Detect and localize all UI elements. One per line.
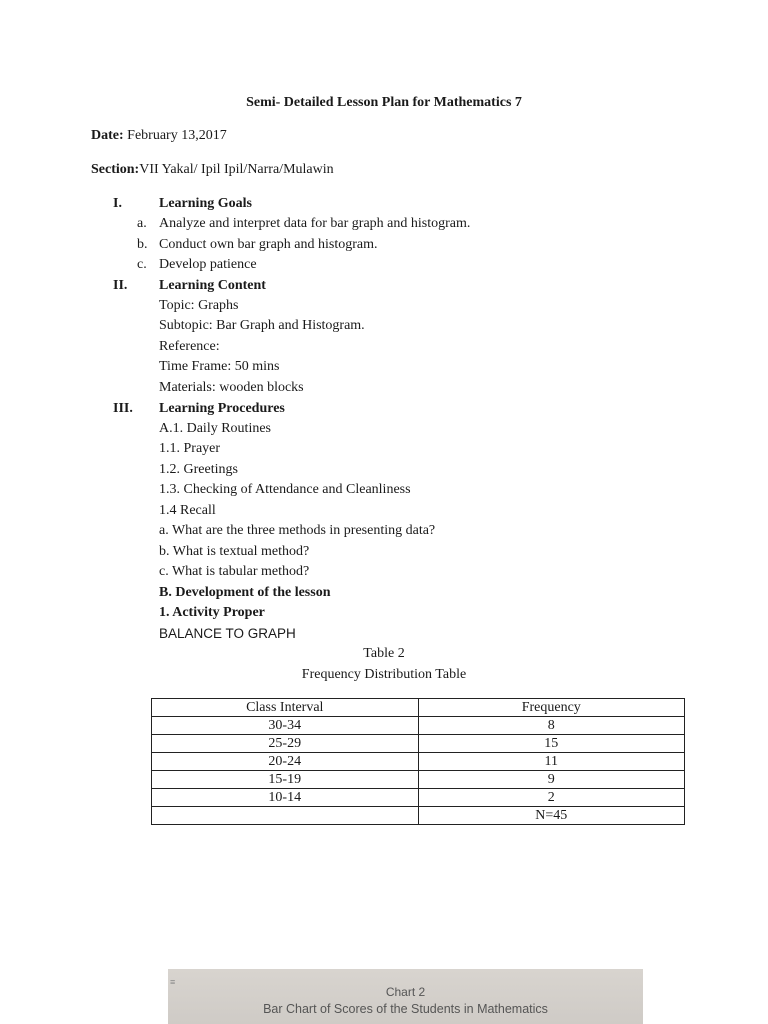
- date-line: [91, 127, 227, 145]
- column-header: Frequency: [418, 699, 685, 717]
- date-label: Date:: [91, 128, 124, 143]
- goal-item: Develop patience: [159, 257, 257, 272]
- procedure-line: 1.4 Recall: [159, 503, 216, 518]
- goal-marker: c.: [137, 257, 147, 272]
- content-numeral: II.: [113, 278, 128, 293]
- content-line: Materials: wooden blocks: [159, 380, 304, 395]
- table-row: [152, 753, 685, 771]
- table-row: [152, 735, 685, 753]
- table-row: [152, 717, 685, 735]
- table-title: Frequency Distribution Table: [301, 667, 467, 682]
- frequency-cell: 11: [418, 753, 685, 771]
- balance-heading: BALANCE TO GRAPH: [159, 626, 296, 641]
- section-label: Section:: [91, 162, 140, 177]
- content-line: Topic: Graphs: [159, 298, 239, 313]
- class-interval-cell: 10-14: [152, 789, 419, 807]
- frequency-cell: 2: [418, 789, 685, 807]
- table-row: [152, 771, 685, 789]
- content-line: Reference:: [159, 339, 220, 354]
- chart-caption: Chart 2: [385, 985, 426, 999]
- content-line: Subtopic: Bar Graph and Histogram.: [159, 318, 365, 333]
- procedure-line: A.1. Daily Routines: [159, 421, 271, 436]
- activity-heading: 1. Activity Proper: [159, 605, 265, 620]
- class-interval-cell: 30-34: [152, 717, 419, 735]
- class-interval-cell: 25-29: [152, 735, 419, 753]
- procedure-line: b. What is textual method?: [159, 544, 310, 559]
- column-header: Class Interval: [152, 699, 419, 717]
- goal-item: Conduct own bar graph and histogram.: [159, 237, 378, 252]
- content-heading: Learning Content: [159, 278, 266, 293]
- procedure-line: 1.2. Greetings: [159, 462, 238, 477]
- frequency-table: [151, 698, 685, 825]
- class-interval-cell: 20-24: [152, 753, 419, 771]
- procedure-line: a. What are the three methods in presenting data?: [159, 523, 436, 538]
- page-title: Semi- Detailed Lesson Plan for Mathematics 7: [246, 95, 522, 110]
- date-value: February 13,2017: [127, 128, 227, 143]
- frequency-cell: 8: [418, 717, 685, 735]
- frequency-cell: 15: [418, 735, 685, 753]
- development-heading: B. Development of the lesson: [159, 585, 331, 600]
- goal-item: Analyze and interpret data for bar graph and histogram.: [159, 216, 471, 231]
- goals-heading: Learning Goals: [159, 196, 252, 211]
- table-total-row: [152, 807, 685, 825]
- goal-marker: b.: [137, 237, 148, 252]
- chart-title: Bar Chart of Scores of the Students in Mathematics: [263, 1002, 548, 1016]
- frequency-cell: 9: [418, 771, 685, 789]
- section-value: VII Yakal/ Ipil Ipil/Narra/Mulawin: [139, 162, 334, 177]
- procedures-numeral: III.: [113, 401, 133, 416]
- class-interval-cell: 15-19: [152, 771, 419, 789]
- procedure-line: 1.3. Checking of Attendance and Cleanliness: [159, 482, 411, 497]
- table-row: [152, 789, 685, 807]
- scan-mark-icon: ≡: [170, 977, 176, 987]
- procedure-line: 1.1. Prayer: [159, 441, 221, 456]
- procedures-heading: Learning Procedures: [159, 401, 285, 416]
- goals-numeral: I.: [113, 196, 122, 211]
- section-line: [91, 161, 334, 179]
- procedure-line: c. What is tabular method?: [159, 564, 310, 579]
- class-interval-cell: [152, 807, 419, 825]
- goal-marker: a.: [137, 216, 147, 231]
- table-caption: Table 2: [363, 646, 405, 661]
- content-line: Time Frame: 50 mins: [159, 359, 280, 374]
- table-header-row: [152, 699, 685, 717]
- chart-photo: [168, 969, 643, 1024]
- total-cell: N=45: [418, 807, 685, 825]
